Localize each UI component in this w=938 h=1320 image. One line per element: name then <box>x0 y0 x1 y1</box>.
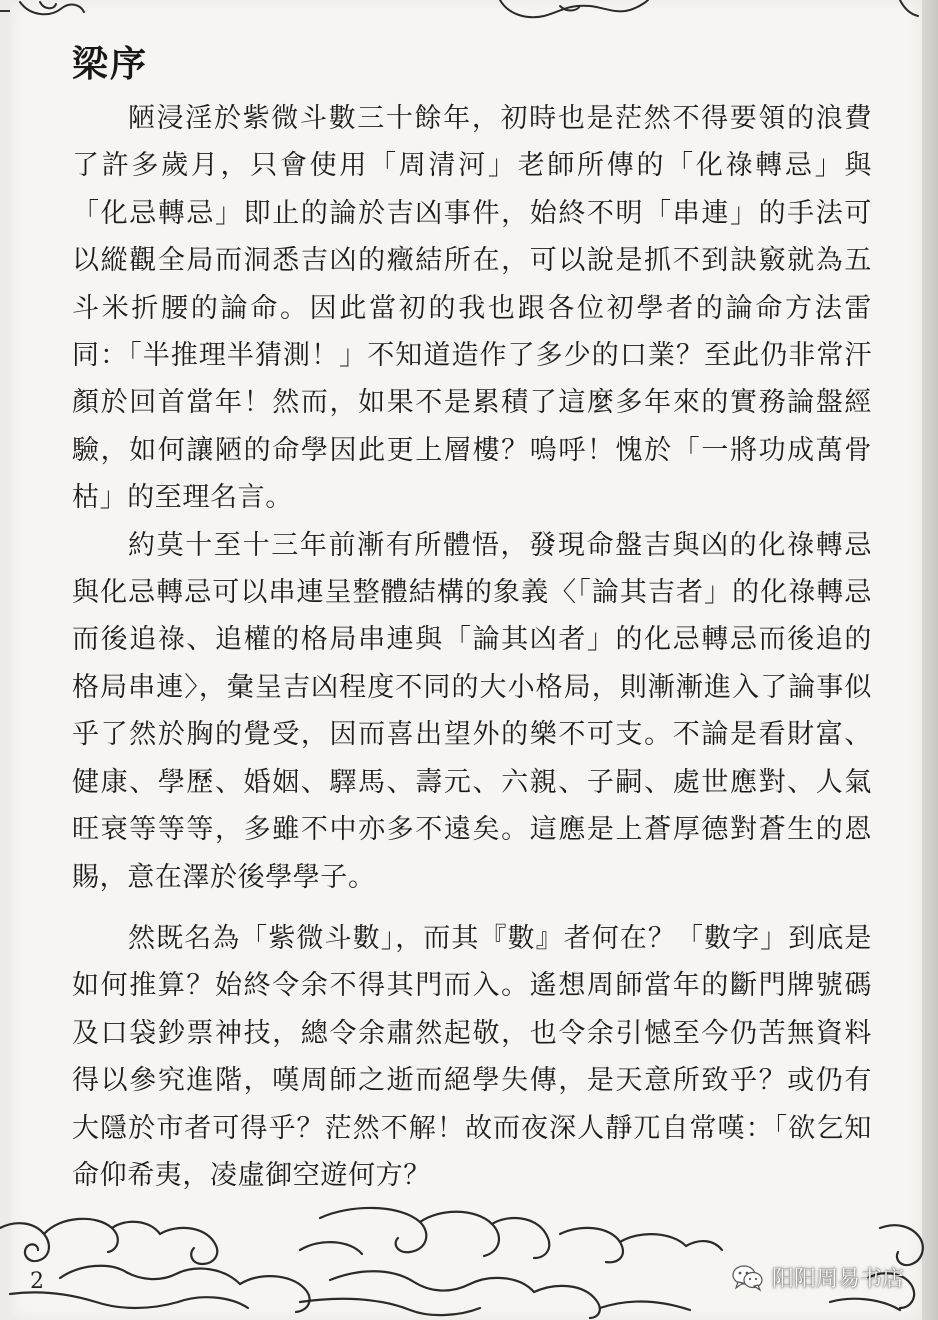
page-number: 2 <box>30 1269 44 1294</box>
watermark-text: 阳阳周易书店 <box>772 1267 905 1292</box>
top-cloud-border <box>0 0 938 26</box>
paragraph-1: 陋浸淫於紫微斗數三十餘年，初時也是茫然不得要領的浪費了許多歲月，只會使用「周清河」老師所傳的「化祿轉忌」與「化忌轉忌」即止的論於吉凶事件，始終不明「串連」的手法可以縱觀全局而洞悉吉凶的癥結所在，可以說是抓不到訣竅就為五斗米折腰的論命。因此當初的我也跟各位初學者的論命方法雷同：「半推理半猜測！」不知道造作了多少的口業？至此仍非常汗顏於回首當年！然而，如果不是累積了這麼多年來的實務論盤經驗，如何讓陋的命學因此更上層樓？嗚呼！愧於「一將功成萬骨枯」的至理名言。 <box>72 103 872 514</box>
page-title: 梁序 <box>72 44 149 85</box>
watermark <box>732 1262 904 1293</box>
page-edge-shadow <box>922 0 938 1320</box>
paragraph-3: 然既名為「紫微斗數」，而其『數』者何在？「數字」到底是如何推算？始終令余不得其門而入。遙想周師當年的斷門牌號碼及口袋鈔票神技，總令余肅然起敬，也令余引憾至今仍苦無資料得以參究進階，嘆周師之逝而絕學失傳，是天意所致乎？或仍有大隱於市者可得乎？茫然不解！故而夜深人靜兀自常嘆：「欲乞知命仰希夷，凌虛御空遊何方？ <box>72 922 872 1191</box>
wechat-icon <box>732 1264 764 1292</box>
paragraph-2: 約莫十至十三年前漸有所體悟，發現命盤吉與凶的化祿轉忌與化忌轉忌可以串連呈整體結構的象義〈「論其吉者」的化祿轉忌而後追祿、追權的格局串連與「論其凶者」的化忌轉忌而後追的格局串連〉，彙呈吉凶程度不同的大小格局，則漸漸進入了論事似乎了然於胸的覺受，因而喜出望外的樂不可支。不論是看財富、健康、學歷、婚姻、驛馬、壽元、六親、子嗣、處世應對、人氣旺衰等等等，多雖不中亦多不遠矣。這應是上蒼厚德對蒼生的恩賜，意在澤於後學學子。 <box>72 529 872 893</box>
preface-body <box>72 95 872 1199</box>
bottom-cloud-border <box>0 1198 938 1320</box>
